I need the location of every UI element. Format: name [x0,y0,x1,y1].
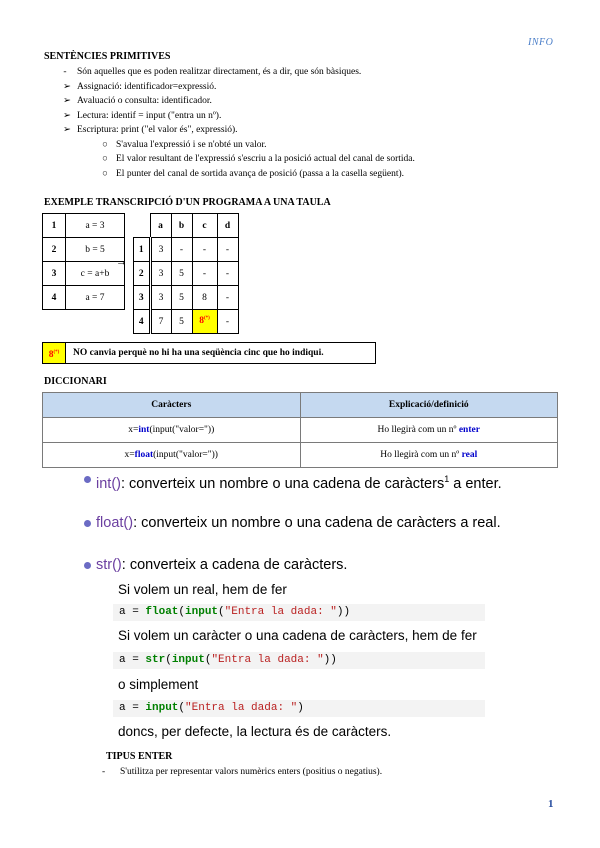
arrow-bullet-icon: ➢ [63,81,71,92]
note-text: NO canvia perquè no hi ha una seqüència cinc que ho indiqui. [73,348,324,358]
example-heading: EXEMPLE TRANSCRIPCIÓ D'UN PROGRAMA A UNA TAULA [44,197,331,208]
table-row: x=float(input("valor=")) Ho llegirà com un nº real [43,443,558,468]
page-number: 1 [548,798,554,810]
code-snippet-input: a = input("Entra la dada: ") [113,700,485,717]
table-row: 1 3 - - - [134,238,239,262]
sub-list-item: ○ S'avalua l'expressió i se n'obté un valor. [46,138,586,153]
note-box [42,342,376,364]
example-text-2: Si volem un caràcter o una cadena de caràcters, hem de fer [118,628,477,643]
circle-bullet-icon: ○ [102,139,108,150]
tipus-heading: TIPUS ENTER [106,751,173,762]
list-item: ➢ Avaluació o consulta: identificador. [46,94,586,109]
table-row: a b c d [134,214,239,238]
trace-table [133,213,239,334]
function-item-int: int(): converteix un nombre o una cadena de caràcters$^1$ a enter. [96,470,526,494]
dash-bullet: - [63,67,67,77]
sub-list-item: ○ El punter del canal de sortida avança de posició (passa a la casella següent). [46,167,586,182]
note-label: 8(*) [43,343,66,363]
arrow-bullet-icon: ➢ [63,96,71,106]
sub-list-item: ○ El valor resultant de l'expressió s'escriu a la posició actual del canal de sortida. [46,152,586,167]
example-text-1: Si volem un real, hem de fer [118,582,287,597]
tipus-text: S'utilitza per representar valors numèrics enters (positius o negatius). [120,767,383,777]
table-row: 1 a = 3 [43,214,125,238]
table-row: 2 b = 5 [43,238,125,262]
code-snippet-float: a = float(input("Entra la dada: ")) [113,604,485,621]
table-row: 3 c = a+b [43,262,125,286]
circle-bullet-icon: ○ [102,168,108,179]
list-item: ➢ Assignació: identificador=expressió. [46,80,586,95]
table-row: 2 3 5 - - [134,262,239,286]
list-item: ➢ Lectura: identif = input ("entra un nº). [46,109,586,124]
function-item-str: str(): converteix a cadena de caràcters. [96,556,526,575]
example-text-3: o simplement [118,677,199,692]
bullet-icon [84,476,91,483]
list-item: - Són aquelles que es poden realitzar directament, és a dir, que són bàsiques. [46,65,586,80]
code-snippet-str: a = str(input("Entra la dada: ")) [113,652,485,669]
circle-bullet-icon: ○ [102,154,108,164]
header-label: INFO [528,37,554,48]
primitives-list [46,65,586,181]
primitives-heading: SENTÈNCIES PRIMITIVES [44,51,171,62]
bullet-icon [84,562,91,569]
example-text-4: doncs, per defecte, la lectura és de caràcters. [118,724,392,739]
table-row: 4 7 5 8(*) - [134,310,239,334]
table-row: 3 3 5 8 - [134,286,239,310]
table-row: 4 a = 7 [43,286,125,310]
dictionary-table [42,392,558,468]
bullet-icon [84,520,91,527]
list-item: ➢ Escriptura: print ("el valor és", expressió). [46,123,586,138]
dictionary-heading: DICCIONARI [44,376,107,387]
arrow-bullet-icon: ➢ [63,110,71,121]
arrow-icon: → [116,256,127,268]
arrow-bullet-icon: ➢ [63,125,71,135]
program-table [42,213,125,310]
table-row: x=int(input("valor=")) Ho llegirà com un nº enter [43,418,558,443]
dash-bullet: - [102,767,106,777]
function-item-float: float(): converteix un nombre o una cadena de caràcters a real. [96,514,526,533]
table-header-row: Caràcters Explicació/definició [43,393,558,418]
highlighted-cell: 8(*) [192,310,217,334]
